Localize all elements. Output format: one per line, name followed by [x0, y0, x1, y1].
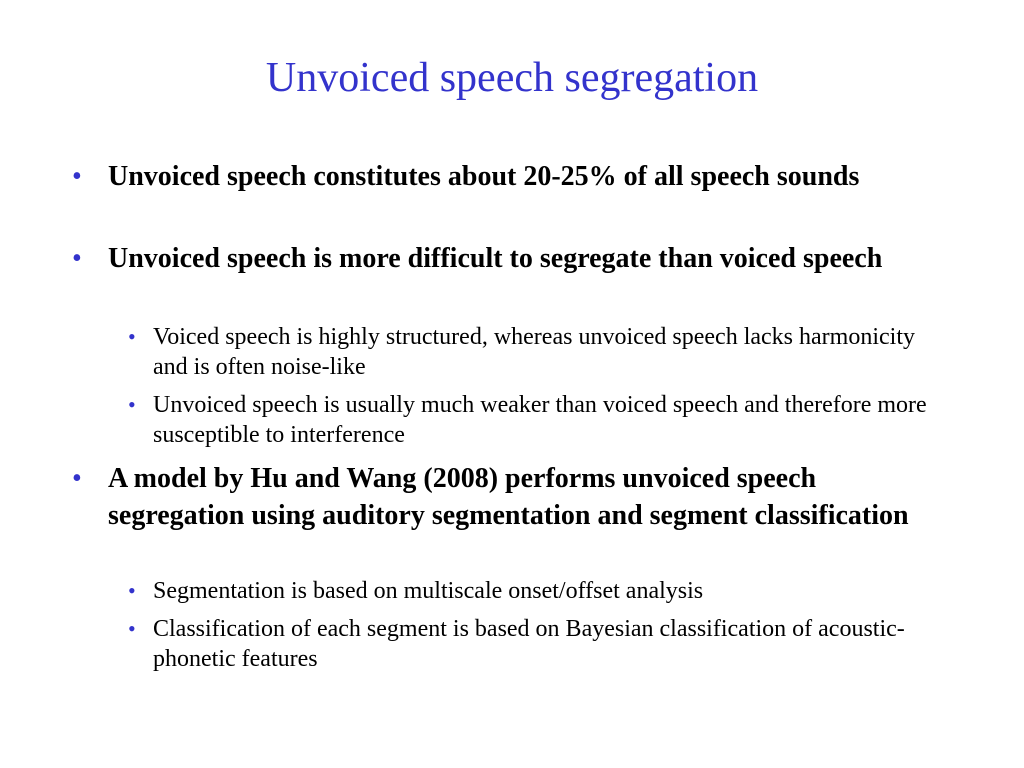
sub-bullet-text: Classification of each segment is based on Bayesian classification of acoustic-phonetic features — [153, 616, 905, 672]
sub-bullet-item — [128, 322, 948, 382]
slide-title: Unvoiced speech segregation — [265, 55, 759, 101]
sub-bullet-text: Unvoiced speech is usually much weaker than voiced speech and therefore more susceptible to interference — [153, 392, 927, 448]
bullet-text: A model by Hu and Wang (2008) performs unvoiced speech segregation using auditory segmentation and segment classification — [108, 463, 909, 531]
bullet-dot-icon: • — [72, 161, 82, 192]
bullet-item — [72, 460, 952, 534]
bullet-item — [72, 240, 952, 277]
sub-bullet-item — [128, 390, 948, 450]
bullet-text: Unvoiced speech constitutes about 20-25% of all speech sounds — [108, 161, 860, 192]
sub-bullet-dot-icon: • — [128, 616, 136, 641]
bullet-text: Unvoiced speech is more difficult to segregate than voiced speech — [108, 243, 883, 274]
bullet-dot-icon: • — [72, 243, 82, 274]
sub-bullet-dot-icon: • — [128, 392, 136, 417]
sub-bullet-text: Segmentation is based on multiscale onset/offset analysis — [153, 578, 704, 604]
sub-bullet-text: Voiced speech is highly structured, whereas unvoiced speech lacks harmonicity and is often noise-like — [153, 324, 915, 380]
sub-bullet-item — [128, 576, 948, 606]
bullet-dot-icon: • — [72, 463, 82, 494]
sub-bullet-dot-icon: • — [128, 324, 136, 349]
bullet-item — [72, 158, 952, 195]
sub-bullet-dot-icon: • — [128, 578, 136, 603]
sub-bullet-item — [128, 614, 948, 674]
